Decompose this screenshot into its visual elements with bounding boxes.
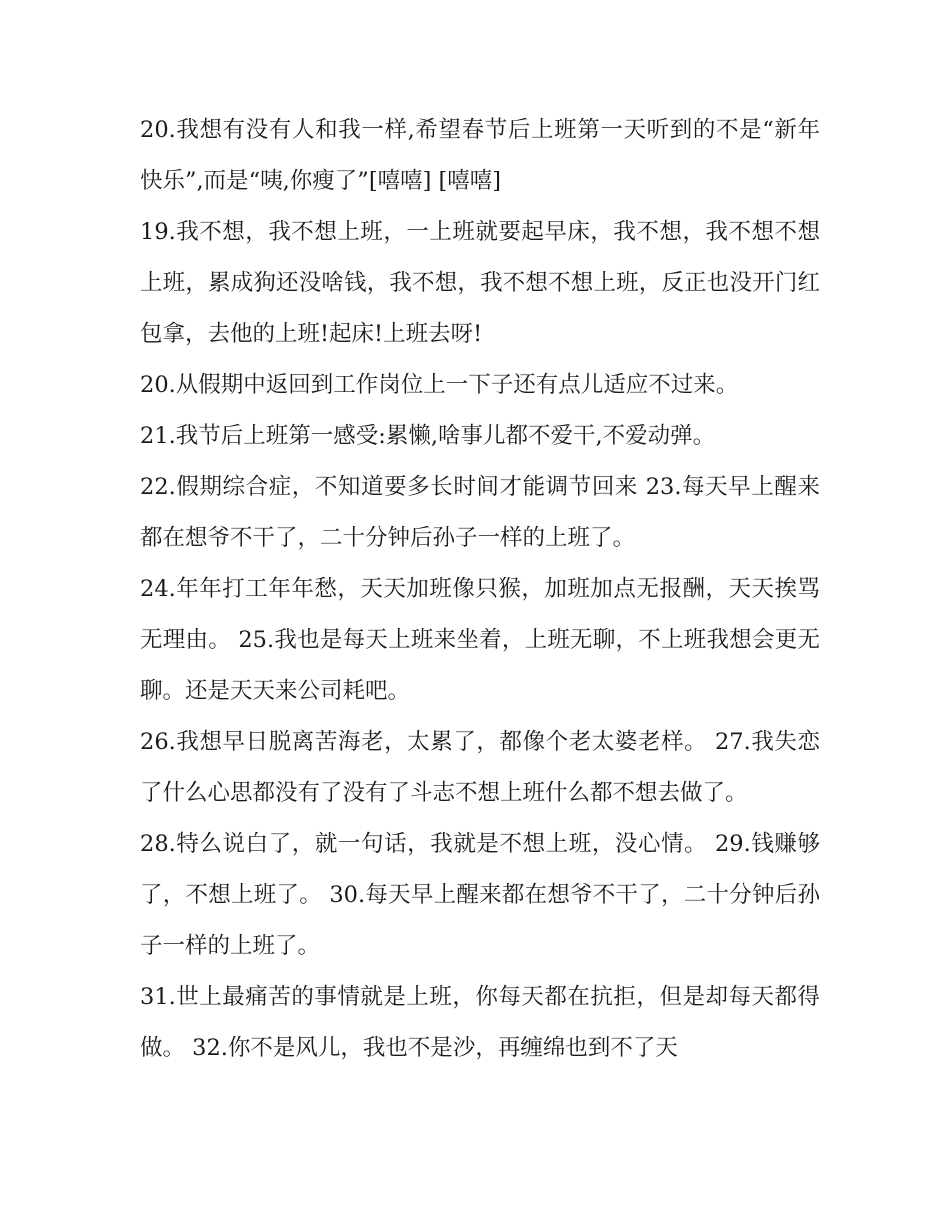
paragraph-20-spring: 20.我想有没有人和我一样,希望春节后上班第一天听到的不是“新年快乐”,而是“咦,你瘦了”[嘻嘻] [嘻嘻] xyxy=(140,117,820,194)
paragraph-22-23: 22.假期综合症，不知道要多长时间才能调节回来 23.每天早上醒来都在想爷不干了，二十分钟后孙子一样的上班了。 xyxy=(140,474,820,551)
paragraph-19: 19.我不想，我不想上班，一上班就要起早床，我不想，我不想不想上班，累成狗还没啥钱，我不想，我不想不想上班，反正也没开门红包拿，去他的上班!起床!上班去呀! xyxy=(140,219,820,347)
document-body xyxy=(140,105,820,1074)
paragraph-20-holiday: 20.从假期中返回到工作岗位上一下子还有点儿适应不过来。 xyxy=(140,372,739,398)
paragraph-24-25: 24.年年打工年年愁，天天加班像只猴，加班加点无报酬，天天挨骂无理由。 25.我也是每天上班来坐着，上班无聊，不上班我想会更无聊。还是天天来公司耗吧。 xyxy=(140,576,820,704)
paragraph-21: 21.我节后上班第一感受:累懒,啥事儿都不爱干,不爱动弹。 xyxy=(140,423,716,449)
paragraph-31-32: 31.世上最痛苦的事情就是上班，你每天都在抗拒，但是却每天都得做。 32.你不是风儿，我也不是沙，再缠绵也到不了天 xyxy=(140,984,820,1061)
paragraph-26-27: 26.我想早日脱离苦海老，太累了，都像个老太婆老样。 27.我失恋了什么心思都没有了没有了斗志不想上班什么都不想去做了。 xyxy=(140,729,820,806)
paragraph-28-30: 28.特么说白了，就一句话，我就是不想上班，没心情。 29.钱赚够了，不想上班了。 30.每天早上醒来都在想爷不干了，二十分钟后孙子一样的上班了。 xyxy=(140,831,820,959)
